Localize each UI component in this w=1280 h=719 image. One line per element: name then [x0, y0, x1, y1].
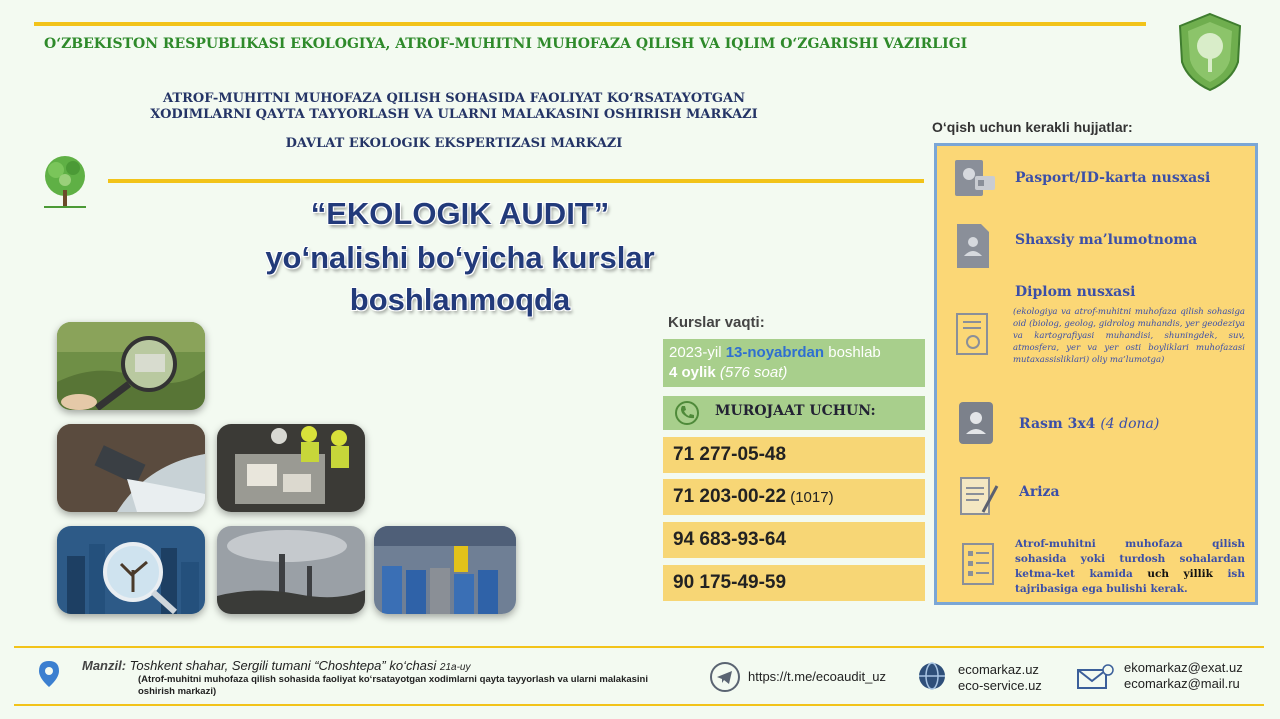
- diploma-icon: [953, 312, 995, 360]
- address-text: Toshkent shahar, Sergili tumani “Choshtepa” ko‘chasi: [126, 658, 440, 673]
- doc-passport-label: Pasport/ID-karta nusxasi: [1015, 170, 1211, 186]
- course-duration: 4 oylik: [669, 364, 720, 381]
- mid-gold-line: [108, 179, 924, 183]
- doc-diploma-note: (ekologiya va atrof-muhitni muhofaza qilish sohasiga oid (biolog, geolog, gidrolog muhandis, yer geodeziya va kartografiyasi muhandisi, shuningdek, suv, atmosfera, yer va yer osti boyliklari muhofazasi mutaxassisliklari) oliy ma’lumotga): [1013, 307, 1245, 365]
- course-date-suffix: boshlab: [824, 344, 881, 361]
- hero-subtitle-line1: yo‘nalishi bo‘yicha kurslar: [265, 240, 655, 275]
- course-date-box: [663, 339, 925, 387]
- photo-id-icon: [957, 400, 999, 448]
- experience-text-2: ish tajribasiga ega bulishi kerak.: [1015, 568, 1245, 595]
- photo-magnifier-landscape: [57, 322, 205, 410]
- course-date-highlight: 13-noyabrdan: [725, 344, 825, 361]
- globe-icon: [918, 662, 946, 690]
- photo-chemical-barrels: [374, 526, 516, 614]
- course-hours: (576 soat): [719, 364, 788, 381]
- application-icon: [957, 472, 999, 520]
- ministry-shield-logo: [1176, 12, 1244, 92]
- phone-number-4-value: 90 175-49-59: [673, 572, 787, 593]
- doc-photo-count: (4 dona): [1100, 416, 1160, 432]
- center-title-line2: XODIMLARNI QAYTA TAYYORLASH VA ULARNI MALAKASINI OSHIRISH MARKAZI: [150, 107, 758, 122]
- photo-polluted-water: [57, 424, 205, 512]
- personal-file-icon: [953, 222, 995, 270]
- hero-title: “EKOLOGIK AUDIT”: [310, 196, 610, 231]
- eco-tree-logo: [38, 154, 92, 210]
- ministry-title: O‘ZBEKISTON RESPUBLIKASI EKOLOGIYA, ATROF-MUHITNI MUHOFAZA QILISH VA IQLIM O‘ZGARISHI VAZIRLIGI: [44, 36, 968, 52]
- telegram-link[interactable]: https://t.me/ecoaudit_uz: [748, 669, 887, 684]
- passport-icon: [953, 158, 995, 206]
- top-gold-line: [34, 22, 1146, 26]
- phone-number-1-value: 71 277-05-48: [673, 444, 787, 465]
- phone-icon: [675, 401, 699, 425]
- phone-number-2-value: 71 203-00-22: [673, 486, 787, 507]
- email-2[interactable]: ecomarkaz@mail.ru: [1124, 676, 1240, 691]
- telegram-icon[interactable]: [710, 662, 740, 692]
- email-icon: [1076, 664, 1114, 690]
- phone-number-2-ext: (1017): [786, 489, 834, 506]
- center-title-line1: ATROF-MUHITNI MUHOFAZA QILISH SOHASIDA FAOLIYAT KO‘RSATAYOTGAN: [163, 91, 745, 106]
- email-1[interactable]: ekomarkaz@exat.uz: [1124, 660, 1243, 675]
- address-number: 21a-uy: [439, 662, 471, 673]
- doc-application-label: Ariza: [1019, 484, 1060, 500]
- contact-title: MUROJAAT UCHUN:: [715, 403, 876, 419]
- doc-personal-file-label: Shaxsiy ma’lumotnoma: [1015, 232, 1198, 248]
- documents-panel: [934, 143, 1258, 605]
- experience-requirement: [1015, 537, 1245, 597]
- checklist-icon: [961, 542, 1003, 590]
- address-line: [82, 658, 471, 673]
- expertise-center-title: DAVLAT EKOLOGIK EKSPERTIZASI MARKAZI: [285, 136, 623, 151]
- documents-heading: O‘qish uchun kerakli hujjatlar:: [932, 119, 1133, 135]
- doc-diploma-label: Diplom nusxasi: [1015, 284, 1136, 300]
- phone-number-1[interactable]: [663, 437, 925, 473]
- website-1[interactable]: ecomarkaz.uz: [958, 662, 1039, 677]
- photo-engineers-planning: [217, 424, 365, 512]
- course-date-prefix: 2023-yil: [669, 344, 726, 361]
- experience-text-1: Atrof-muhitni muhofaza qilish sohasida yoki turdosh sohalardan ketma-ket kamida: [1015, 538, 1245, 580]
- address-note: (Atrof-muhitni muhofaza qilish sohasida faoliyat ko‘rsatayotgan xodimlarni qayta tayyorlash va ularni malakasini oshirish markazi): [138, 674, 648, 697]
- phone-number-3-value: 94 683-93-64: [673, 529, 787, 550]
- footer-top-line: [14, 646, 1264, 648]
- course-time-label: Kurslar vaqti:: [668, 314, 765, 331]
- phone-number-2[interactable]: [663, 479, 925, 515]
- location-pin-icon: [38, 660, 60, 688]
- hero-subtitle-line2: boshlanmoqda: [349, 282, 571, 317]
- doc-photo-label: [1019, 416, 1159, 432]
- address-label: Manzil:: [82, 658, 127, 673]
- experience-text-bold: uch yillik: [1147, 568, 1213, 580]
- phone-number-3[interactable]: [663, 522, 925, 558]
- contact-header: [663, 396, 925, 430]
- doc-photo-text: Rasm 3x4: [1019, 416, 1101, 432]
- photo-city-tree: [57, 526, 205, 614]
- website-2[interactable]: eco-service.uz: [958, 678, 1042, 693]
- phone-number-4[interactable]: [663, 565, 925, 601]
- footer-bottom-line: [14, 704, 1264, 706]
- photo-smoke-stacks: [217, 526, 365, 614]
